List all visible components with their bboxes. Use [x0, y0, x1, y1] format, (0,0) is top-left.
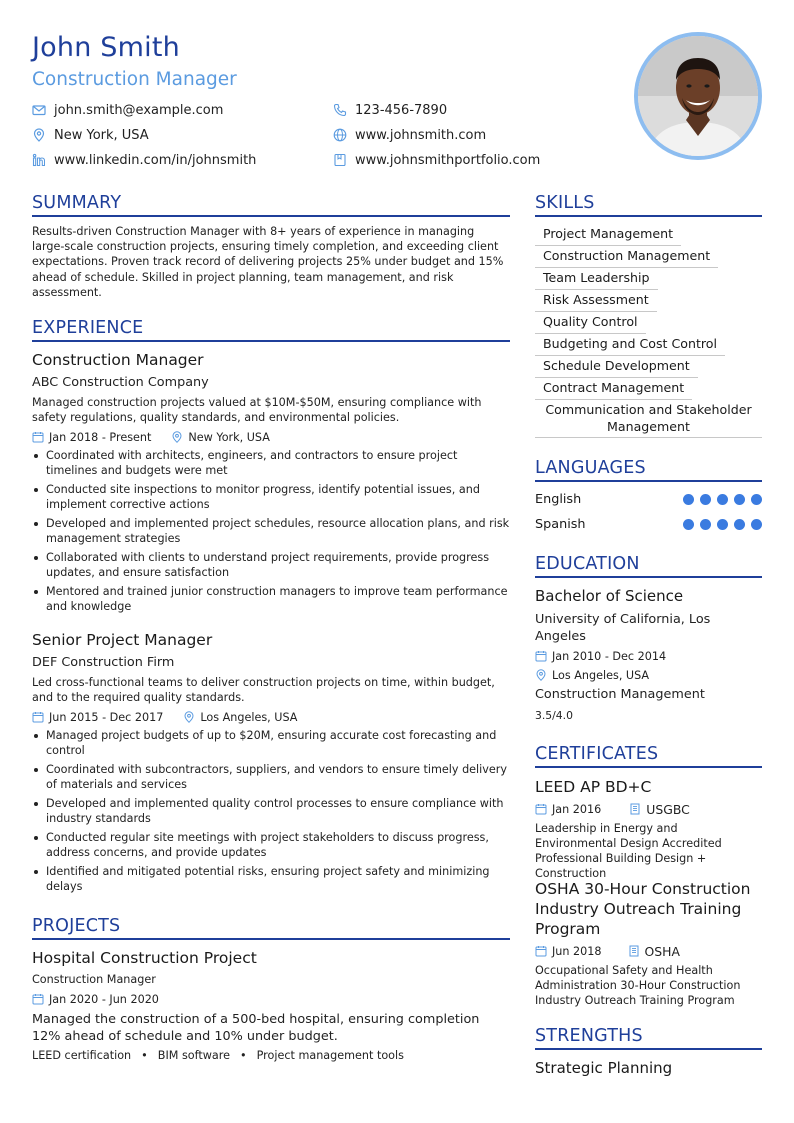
job-bullets — [32, 728, 510, 898]
skill-item: Contract Management — [535, 378, 692, 400]
project-meta — [32, 992, 510, 1006]
education-field: Construction Management — [535, 687, 705, 702]
job-dates: Jan 2018 - Present — [49, 430, 152, 444]
project-description: Managed the construction of a 500-bed hospital, ensuring completion 12% ahead of schedule and 10% under budget. — [32, 1012, 480, 1044]
candidate-name: John Smith — [32, 32, 180, 63]
strengths-heading: STRENGTHS — [535, 1026, 643, 1046]
language-name: English — [535, 492, 582, 507]
calendar-icon — [32, 431, 44, 443]
calendar-icon — [535, 803, 547, 815]
projects-heading: PROJECTS — [32, 916, 121, 936]
certificates-divider — [535, 766, 762, 768]
skill-item: Team Leadership — [535, 268, 658, 290]
certificate-meta — [535, 944, 762, 958]
phone-icon — [333, 103, 347, 117]
candidate-title: Construction Manager — [32, 69, 237, 90]
profile-photo — [638, 36, 758, 156]
list-item: Identified and mitigated potential risks, ensuring project safety and minimizing delays — [32, 864, 510, 894]
portfolio-text: www.johnsmithportfolio.com — [355, 152, 541, 168]
calendar-icon — [535, 945, 547, 957]
certificate-issuer: OSHA — [644, 943, 680, 959]
language-level — [683, 519, 762, 530]
project-role: Construction Manager — [32, 973, 156, 986]
skill-item: Schedule Development — [535, 356, 698, 378]
skill-item: Project Management — [535, 224, 681, 246]
certificate-date: Jan 2016 — [552, 802, 602, 816]
contact-linkedin[interactable] — [32, 151, 256, 169]
job-meta — [32, 430, 510, 444]
certificate-issuer: USGBC — [646, 801, 690, 817]
building-icon — [629, 803, 641, 815]
certificate-title: LEED AP BD+C — [535, 778, 652, 796]
project-title: Hospital Construction Project — [32, 949, 257, 967]
projects-divider — [32, 938, 510, 940]
job-title: Construction Manager — [32, 351, 204, 369]
project-dates: Jan 2020 - Jun 2020 — [49, 992, 159, 1006]
education-divider — [535, 576, 762, 578]
experience-divider — [32, 340, 510, 342]
level-dot — [717, 519, 728, 530]
level-dot — [683, 494, 694, 505]
education-degree: Bachelor of Science — [535, 587, 684, 605]
experience-heading: EXPERIENCE — [32, 318, 144, 338]
mail-icon — [32, 103, 46, 117]
website-text: www.johnsmith.com — [355, 127, 487, 143]
list-item: Managed project budgets of up to $20M, ensuring accurate cost forecasting and control — [32, 728, 510, 758]
job-company: DEF Construction Firm — [32, 655, 175, 670]
strengths-divider — [535, 1048, 762, 1050]
job-company: ABC Construction Company — [32, 375, 209, 390]
job-location: New York, USA — [188, 430, 270, 444]
education-school: University of California, Los Angeles — [535, 612, 711, 644]
certificates-heading: CERTIFICATES — [535, 744, 659, 764]
languages-divider — [535, 480, 762, 482]
language-name: Spanish — [535, 517, 586, 532]
location-pin-icon — [171, 431, 183, 443]
tag-separator: • — [141, 1049, 148, 1062]
skills-heading: SKILLS — [535, 193, 595, 213]
education-location-row — [535, 668, 762, 682]
list-item: Coordinated with subcontractors, suppliers, and vendors to ensure timely delivery of materials and services — [32, 762, 510, 792]
level-dot — [734, 519, 745, 530]
contact-phone[interactable] — [333, 101, 447, 119]
phone-text: 123-456-7890 — [355, 102, 448, 118]
strength-item: Strategic Planning — [535, 1059, 673, 1077]
skills-list — [535, 224, 762, 438]
summary-heading: SUMMARY — [32, 193, 122, 213]
linkedin-text: www.linkedin.com/in/johnsmith — [54, 152, 257, 168]
job-title: Senior Project Manager — [32, 631, 213, 649]
project-tags — [32, 1049, 510, 1062]
summary-divider — [32, 215, 510, 217]
list-item: Collaborated with clients to understand project requirements, provide progress updates, and ensure satisfaction — [32, 550, 510, 580]
contact-location — [32, 126, 149, 144]
level-dot — [683, 519, 694, 530]
level-dot — [734, 494, 745, 505]
education-dates: Jan 2010 - Dec 2014 — [552, 649, 667, 663]
list-item: Mentored and trained junior construction managers to improve team performance and knowledge — [32, 584, 510, 614]
certificate-description: Occupational Safety and Health Administration 30-Hour Construction Industry Outreach Training Program — [535, 964, 741, 1007]
job-dates: Jun 2015 - Dec 2017 — [49, 710, 164, 724]
job-location: Los Angeles, USA — [200, 710, 298, 724]
location-pin-icon — [32, 128, 46, 142]
contact-website[interactable] — [333, 126, 486, 144]
project-tag: Project management tools — [256, 1049, 404, 1062]
language-row — [535, 492, 762, 507]
list-item: Developed and implemented quality control processes to ensure compliance with industry standards — [32, 796, 510, 826]
education-gpa: 3.5/4.0 — [535, 709, 573, 722]
skill-item: Budgeting and Cost Control — [535, 334, 725, 356]
level-dot — [700, 494, 711, 505]
summary-text: Results-driven Construction Manager with 8+ years of experience in managing large-scale construction projects, ensuring timely completion, and exceeding client expectations. Proven track record of delivering projects 25% under budget and 15% ahead of schedule. Skilled in project planning, team management, and risk assessment. — [32, 225, 504, 299]
list-item: Developed and implemented project schedules, resource allocation plans, and risk management strategies — [32, 516, 510, 546]
globe-icon — [333, 128, 347, 142]
certificate-date: Jun 2018 — [552, 944, 602, 958]
tag-separator: • — [240, 1049, 247, 1062]
languages-heading: LANGUAGES — [535, 458, 646, 478]
calendar-icon — [32, 711, 44, 723]
job-description: Managed construction projects valued at $10M-$50M, ensuring compliance with safety regulations, quality standards, and environmental policies. — [32, 396, 482, 425]
location-pin-icon — [183, 711, 195, 723]
language-level — [683, 494, 762, 505]
building-icon — [628, 945, 640, 957]
list-item: Conducted regular site meetings with project stakeholders to discuss progress, address concerns, and provide updates — [32, 830, 510, 860]
job-bullets — [32, 448, 510, 618]
education-location: Los Angeles, USA — [552, 668, 650, 682]
certificate-meta — [535, 802, 762, 816]
project-tag: LEED certification — [32, 1049, 132, 1062]
certificate-description: Leadership in Energy and Environmental Design Accredited Professional Building Design + Construction — [535, 822, 722, 880]
location-pin-icon — [535, 669, 547, 681]
language-row — [535, 517, 762, 532]
linkedin-icon — [32, 153, 46, 167]
location-text: New York, USA — [54, 127, 149, 143]
skill-item: Quality Control — [535, 312, 646, 334]
skills-divider — [535, 215, 762, 217]
job-description: Led cross-functional teams to deliver construction projects on time, within budget, and to the required quality standards. — [32, 676, 495, 705]
contact-email[interactable] — [32, 101, 223, 119]
calendar-icon — [32, 993, 44, 1005]
email-text: john.smith@example.com — [54, 102, 224, 118]
skill-item: Communication and Stakeholder Management — [535, 400, 762, 438]
project-tag: BIM software — [157, 1049, 230, 1062]
list-item: Coordinated with architects, engineers, and contractors to ensure project timelines and budgets were met — [32, 448, 510, 478]
profile-photo-frame — [634, 32, 762, 160]
list-item: Conducted site inspections to monitor progress, identify potential issues, and implement corrective actions — [32, 482, 510, 512]
education-dates-row — [535, 649, 762, 663]
calendar-icon — [535, 650, 547, 662]
job-meta — [32, 710, 510, 724]
skill-item: Risk Assessment — [535, 290, 657, 312]
education-heading: EDUCATION — [535, 554, 640, 574]
level-dot — [751, 494, 762, 505]
level-dot — [751, 519, 762, 530]
level-dot — [700, 519, 711, 530]
skill-item: Construction Management — [535, 246, 718, 268]
certificate-title: OSHA 30-Hour Construction Industry Outreach Training Program — [535, 880, 751, 938]
portfolio-icon — [333, 153, 347, 167]
contact-portfolio[interactable] — [333, 151, 540, 169]
level-dot — [717, 494, 728, 505]
